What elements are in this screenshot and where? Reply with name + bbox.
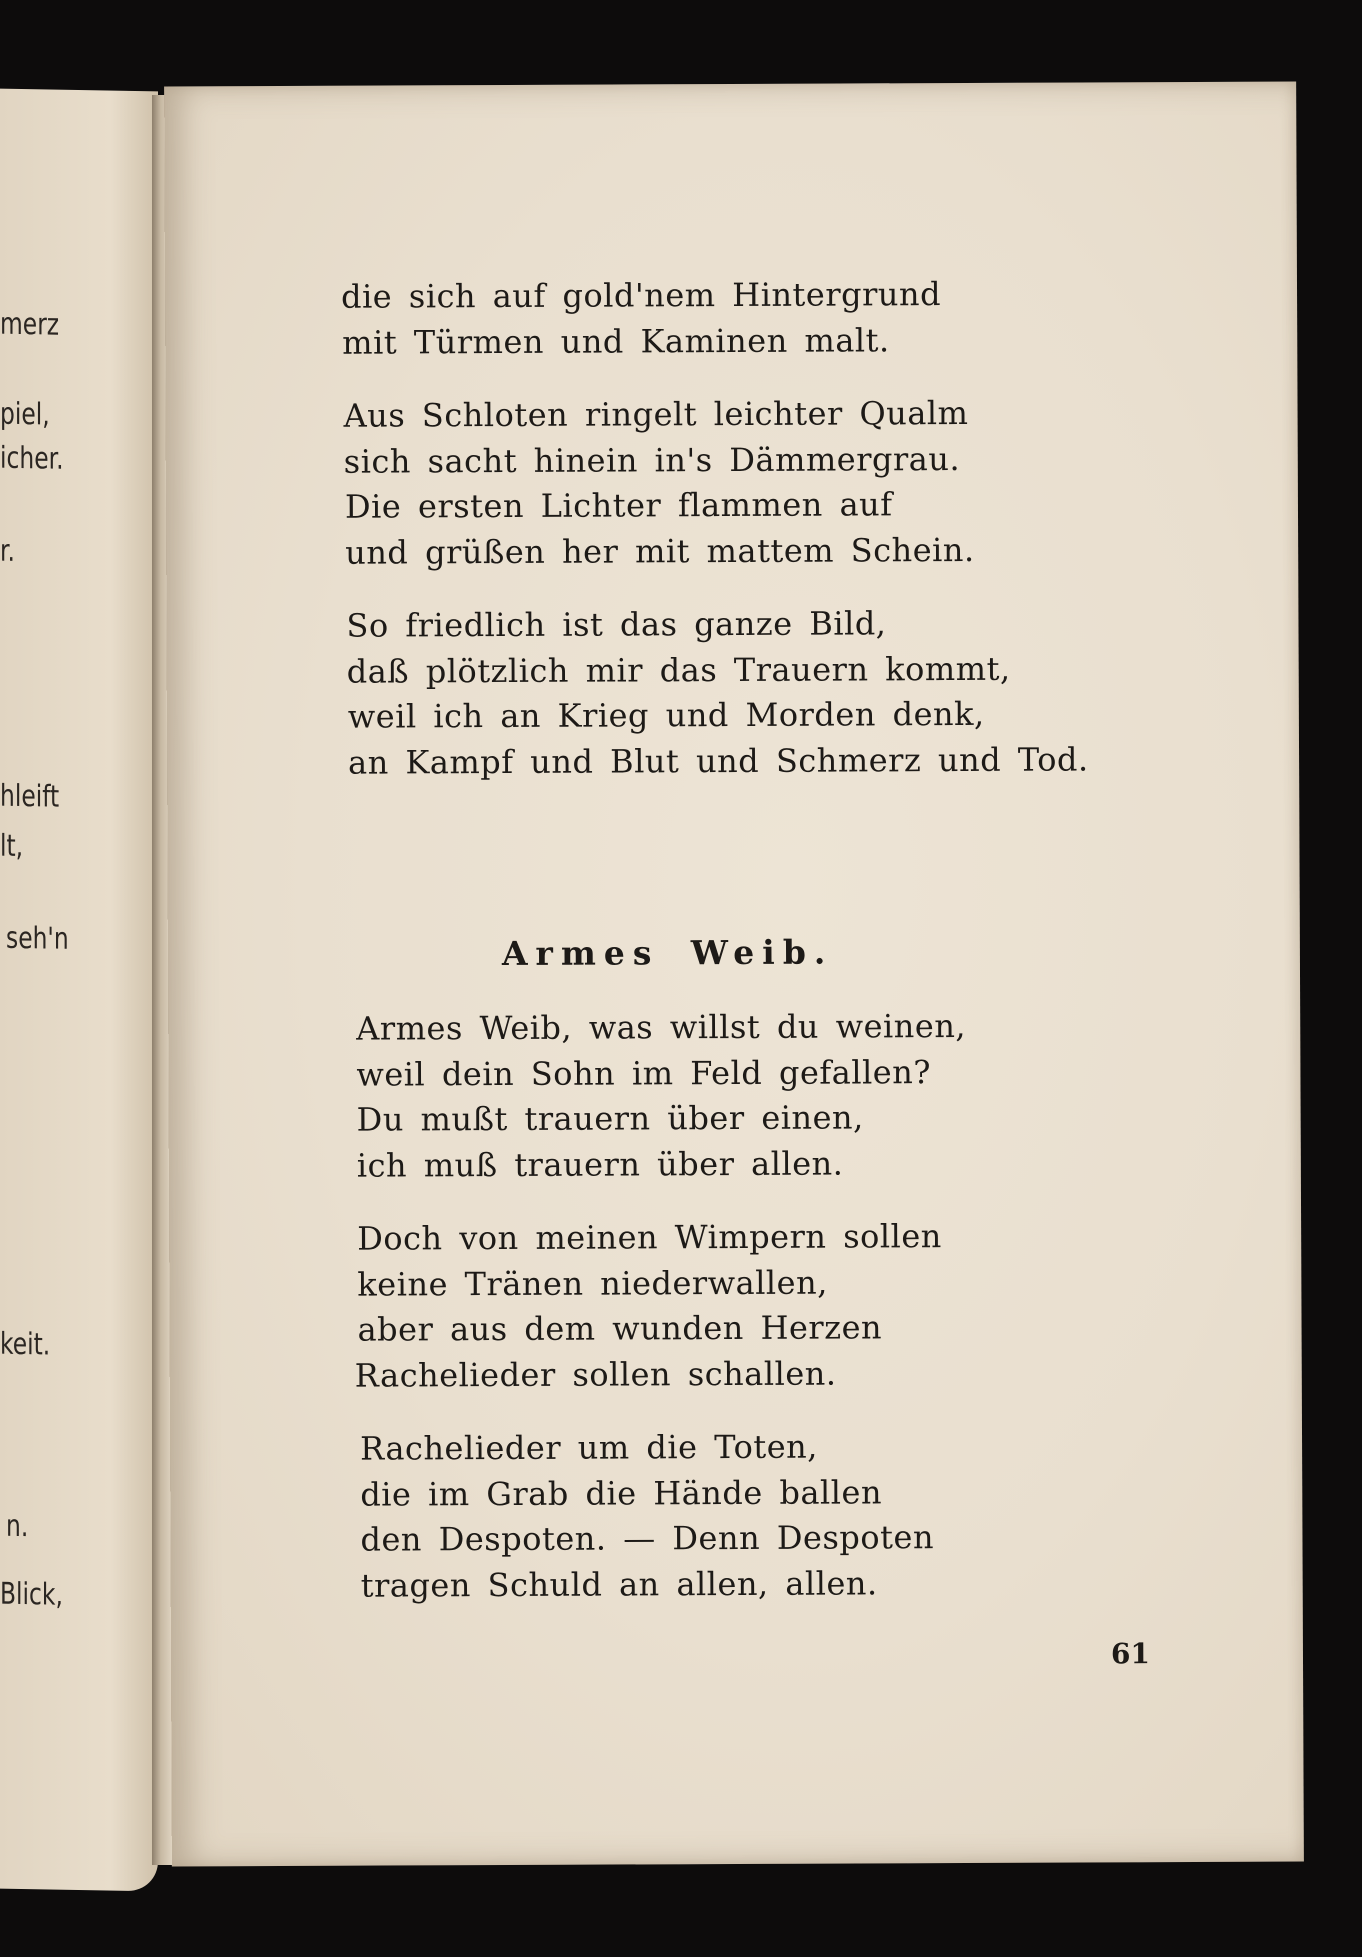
verse-line: an Kampf und Blut und Schmerz und Tod. (347, 740, 1089, 782)
verse-line: aber aus dem wunden Herzen (357, 1308, 883, 1349)
left-page-fragment: n. (6, 1508, 29, 1545)
verse-line: weil dein Sohn im Feld gefallen? (356, 1053, 932, 1094)
verse-line: die im Grab die Hände ballen (360, 1473, 883, 1514)
left-page-fragment: hleift (0, 778, 60, 815)
left-page-fragment: piel, (0, 396, 50, 433)
left-page-fragment: r. (0, 533, 15, 569)
left-facing-page (0, 89, 158, 1892)
verse-line: die sich auf gold'nem Hintergrund (340, 275, 942, 316)
verse-line: Aus Schloten ringelt leichter Qualm (343, 393, 969, 435)
verse-line: Du mußt trauern über einen, (356, 1098, 864, 1139)
verse-line: und grüßen her mit mattem Schein. (345, 530, 975, 572)
stanza (164, 82, 1296, 362)
verse-line: sich sacht hinein in's Dämmergrau. (343, 440, 961, 481)
verse-line: Doch von meinen Wimpern sollen (357, 1217, 942, 1258)
verse-line: tragen Schuld an allen, allen. (360, 1564, 878, 1605)
verse-line: Armes Weib, was willst du weinen, (356, 1006, 967, 1048)
left-page-fragment: Blick, (0, 1576, 63, 1613)
poem-title: Armes Weib. (501, 932, 834, 974)
verse-line: weil ich an Krieg und Morden denk, (347, 694, 985, 736)
verse-line: keine Tränen niederwallen, (357, 1263, 828, 1304)
verse-line: ich muß trauern über allen. (356, 1144, 844, 1185)
left-page-fragment: icher. (0, 440, 64, 477)
right-page (164, 82, 1304, 1867)
verse-line: Rachelieder um die Toten, (359, 1427, 818, 1468)
verse-line: Die ersten Lichter flammen auf (344, 485, 893, 526)
verse-line: mit Türmen und Kaminen malt. (342, 321, 890, 362)
left-page-fragment: keit. (0, 1326, 51, 1363)
verse-line: So friedlich ist das ganze Bild, (346, 604, 887, 645)
verse-line: den Despoten. — Denn Despoten (360, 1518, 935, 1559)
page-number: 61 (1110, 1637, 1151, 1671)
left-page-fragment: seh'n (6, 920, 69, 957)
verse-line: daß plötzlich mir das Trauern kommt, (346, 649, 1011, 691)
left-page-fragment: lt, (0, 828, 24, 865)
left-page-fragment: merz (0, 306, 60, 343)
verse-line: Rachelieder sollen schallen. (354, 1354, 837, 1395)
